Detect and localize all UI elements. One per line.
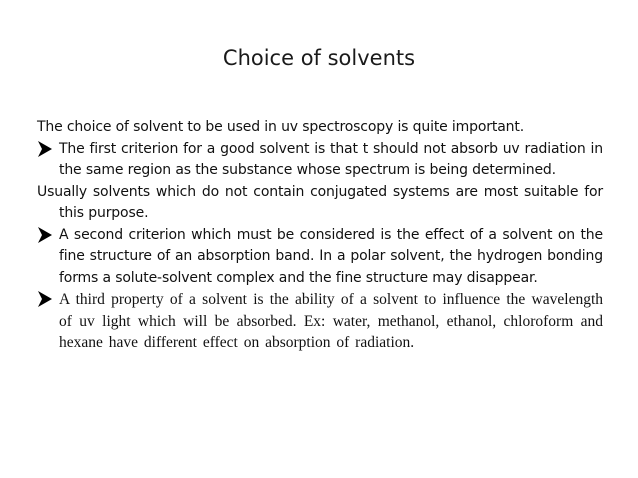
arrowhead-bullet-icon <box>37 140 53 158</box>
slide-body <box>37 117 603 354</box>
bullet-text-second-criterion: A second criterion which must be considered is the effect of a solvent on the fine structure of an absorption band. In a polar solvent, the hydrogen bonding forms a solute-solvent complex and the fine structure may disappear. <box>59 226 603 286</box>
arrowhead-bullet-icon <box>37 290 53 308</box>
bullet-text-third-property: A third property of a solvent is the ability of a solvent to influence the wavelength of uv light which will be absorbed. Ex: water, methanol, ethanol, chloroform and hexane have different effect on absorption of radiation. <box>59 291 603 351</box>
paragraph-conjugated-systems: Usually solvents which do not contain conjugated systems are most suitable for this purpose. <box>37 183 603 221</box>
bullet-item-first-criterion <box>37 139 603 182</box>
bullet-item-second-criterion <box>37 225 603 290</box>
bullet-item-third-property <box>37 289 603 354</box>
intro-paragraph: The choice of solvent to be used in uv spectroscopy is quite important. <box>37 119 525 135</box>
bullet-text-first-criterion: The first criterion for a good solvent is that t should not absorb uv radiation in the same region as the substance whose spectrum is being determined. <box>59 140 603 178</box>
slide-title: Choice of solvents <box>222 46 416 70</box>
arrowhead-bullet-icon <box>37 226 53 244</box>
